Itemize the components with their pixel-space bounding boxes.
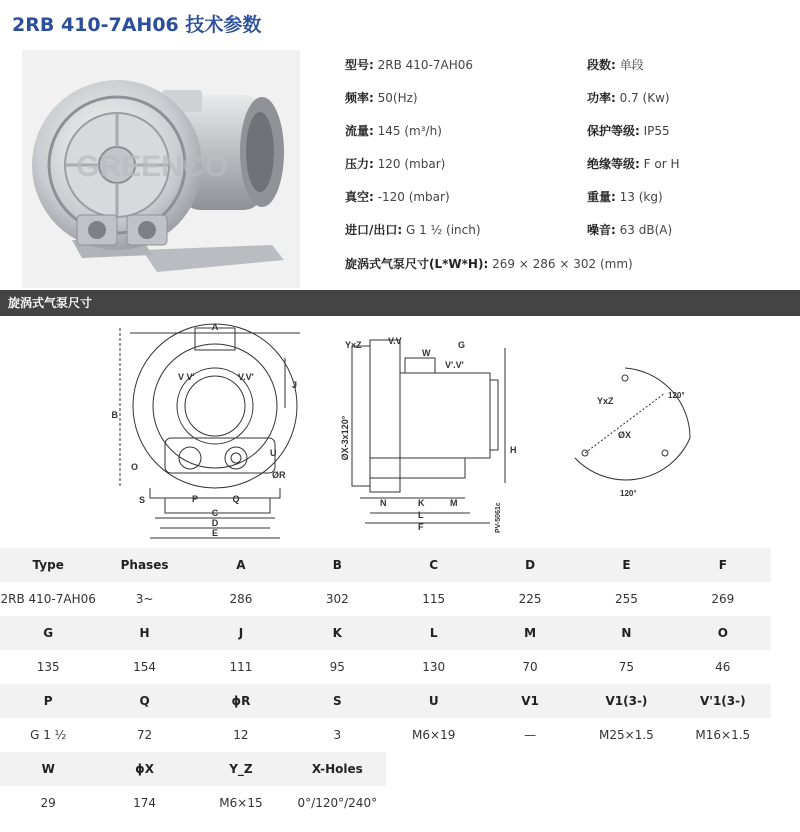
- table-header-cell: N: [578, 616, 674, 650]
- spec-insulation: 绝缘等级: F or H: [587, 157, 680, 171]
- spec-stages: 段数: 单段: [587, 58, 644, 72]
- spec-port: 进口/出口: G 1 ½ (inch): [345, 223, 481, 237]
- label-flange-yxz: YxZ: [597, 396, 614, 406]
- parameter-table: [0, 548, 771, 820]
- label-vv2: V.V': [238, 372, 254, 382]
- table-header-cell: H: [96, 616, 192, 650]
- table-cell: 115: [386, 582, 482, 616]
- table-row: [0, 786, 771, 820]
- table-header-cell: V'1(3-): [675, 684, 771, 718]
- table-header-cell: Type: [0, 548, 96, 582]
- spec-vacuum: 真空: -120 (mbar): [345, 190, 450, 204]
- table-cell: [482, 786, 578, 820]
- table-header-cell: S: [289, 684, 385, 718]
- spec-power: 功率: 0.7 (Kw): [587, 91, 670, 105]
- table-header-cell: [675, 752, 771, 786]
- label-o: O: [130, 462, 138, 472]
- table-row: [0, 582, 771, 616]
- table-header-cell: C: [386, 548, 482, 582]
- table-header-cell: [386, 752, 482, 786]
- label-d: D: [211, 518, 219, 528]
- table-cell: 3: [289, 718, 385, 752]
- label-yxz: YxZ: [345, 340, 362, 350]
- table-header-cell: ϕR: [193, 684, 289, 718]
- table-header-cell: A: [193, 548, 289, 582]
- label-q: Q: [232, 494, 240, 504]
- label-w: W: [422, 348, 431, 358]
- table-cell: 12: [193, 718, 289, 752]
- label-a: A: [211, 322, 219, 332]
- table-header-cell: L: [386, 616, 482, 650]
- label-l: L: [418, 510, 424, 520]
- table-cell: 154: [96, 650, 192, 684]
- table-cell: M6×15: [193, 786, 289, 820]
- table-cell: 0°/120°/240°: [289, 786, 385, 820]
- table-cell: [578, 786, 674, 820]
- label-u: U: [270, 448, 277, 458]
- spec-model: 型号: 2RB 410-7AH06: [345, 58, 474, 72]
- table-cell: M16×1.5: [675, 718, 771, 752]
- spec-protection: 保护等级: IP55: [587, 124, 670, 138]
- table-cell: 225: [482, 582, 578, 616]
- table-header-cell: M: [482, 616, 578, 650]
- table-cell: 3~: [96, 582, 192, 616]
- table-header-cell: K: [289, 616, 385, 650]
- label-g: G: [458, 340, 466, 350]
- spec-pressure: 压力: 120 (mbar): [345, 157, 446, 171]
- table-cell: 75: [578, 650, 674, 684]
- table-header-cell: U: [386, 684, 482, 718]
- table-header-cell: O: [675, 616, 771, 650]
- table-header-cell: P: [0, 684, 96, 718]
- table-header-cell: W: [0, 752, 96, 786]
- label-n: N: [380, 498, 387, 508]
- table-header-row: [0, 684, 771, 718]
- table-header-cell: D: [482, 548, 578, 582]
- table-header-row: [0, 616, 771, 650]
- table-row: [0, 650, 771, 684]
- label-flange-x: ØX: [618, 430, 632, 440]
- table-header-cell: Phases: [96, 548, 192, 582]
- label-k: K: [418, 498, 425, 508]
- spec-weight: 重量: 13 (kg): [587, 190, 663, 204]
- table-header-cell: ϕX: [96, 752, 192, 786]
- table-header-cell: X-Holes: [289, 752, 385, 786]
- table-header-row: [0, 548, 771, 582]
- label-h: H: [510, 445, 517, 455]
- table-header-row: [0, 752, 771, 786]
- label-vv: V V': [178, 372, 195, 382]
- blower-illustration: [22, 50, 300, 288]
- table-cell: [386, 786, 482, 820]
- table-cell: M6×19: [386, 718, 482, 752]
- label-f: F: [418, 522, 424, 532]
- label-x-holes: ØX-3x120°: [340, 415, 350, 461]
- table-header-cell: Y_Z: [193, 752, 289, 786]
- dimension-drawing: [0, 318, 800, 548]
- table-cell: 174: [96, 786, 192, 820]
- table-cell: 135: [0, 650, 96, 684]
- section-banner: 旋涡式气泵尺寸: [0, 290, 800, 316]
- table-cell: 46: [675, 650, 771, 684]
- table-cell: —: [482, 718, 578, 752]
- spec-noise: 噪音: 63 dB(A): [587, 223, 673, 237]
- label-drawing-code: PV-5061c: [495, 502, 502, 533]
- label-c: C: [211, 508, 219, 518]
- label-r: ØR: [272, 470, 286, 480]
- side-view: [352, 340, 505, 523]
- table-cell: G 1 ½: [0, 718, 96, 752]
- label-j: J: [292, 380, 298, 390]
- label-angle-2: 120°: [620, 489, 637, 498]
- table-cell: 2RB 410-7AH06: [0, 582, 96, 616]
- table-cell: 111: [193, 650, 289, 684]
- table-header-cell: B: [289, 548, 385, 582]
- spec-flow: 流量: 145 (m³/h): [345, 124, 442, 138]
- table-cell: 286: [193, 582, 289, 616]
- table-header-cell: Q: [96, 684, 192, 718]
- front-view: [120, 324, 300, 538]
- product-photo: [22, 50, 300, 288]
- table-header-cell: G: [0, 616, 96, 650]
- label-b: B: [111, 410, 118, 420]
- table-cell: [675, 786, 771, 820]
- photo-watermark: GREENCO: [76, 150, 228, 183]
- table-header-cell: V1: [482, 684, 578, 718]
- table-cell: M25×1.5: [578, 718, 674, 752]
- table-header-cell: [578, 752, 674, 786]
- label-v1v1: V'.V': [445, 360, 464, 370]
- table-header-cell: E: [578, 548, 674, 582]
- table-cell: 302: [289, 582, 385, 616]
- table-row: [0, 718, 771, 752]
- table-cell: 255: [578, 582, 674, 616]
- label-angle-1: 120°: [668, 391, 685, 400]
- table-header-cell: V1(3-): [578, 684, 674, 718]
- table-cell: 72: [96, 718, 192, 752]
- label-s: S: [138, 495, 145, 505]
- table-cell: 130: [386, 650, 482, 684]
- table-header-cell: [482, 752, 578, 786]
- page-title: 2RB 410-7AH06 技术参数: [12, 14, 262, 36]
- table-cell: 269: [675, 582, 771, 616]
- table-cell: 29: [0, 786, 96, 820]
- table-header-cell: F: [675, 548, 771, 582]
- label-e: E: [211, 528, 219, 538]
- label-m: M: [450, 498, 458, 508]
- table-cell: 95: [289, 650, 385, 684]
- label-p: P: [191, 494, 199, 504]
- table-cell: 70: [482, 650, 578, 684]
- spec-dimensions: 旋涡式气泵尺寸(L*W*H): 269 × 286 × 302 (mm): [345, 257, 633, 271]
- table-header-cell: J: [193, 616, 289, 650]
- label-v-v: V.V: [388, 336, 402, 346]
- spec-frequency: 频率: 50(Hz): [345, 91, 418, 105]
- flange-view: [575, 368, 690, 480]
